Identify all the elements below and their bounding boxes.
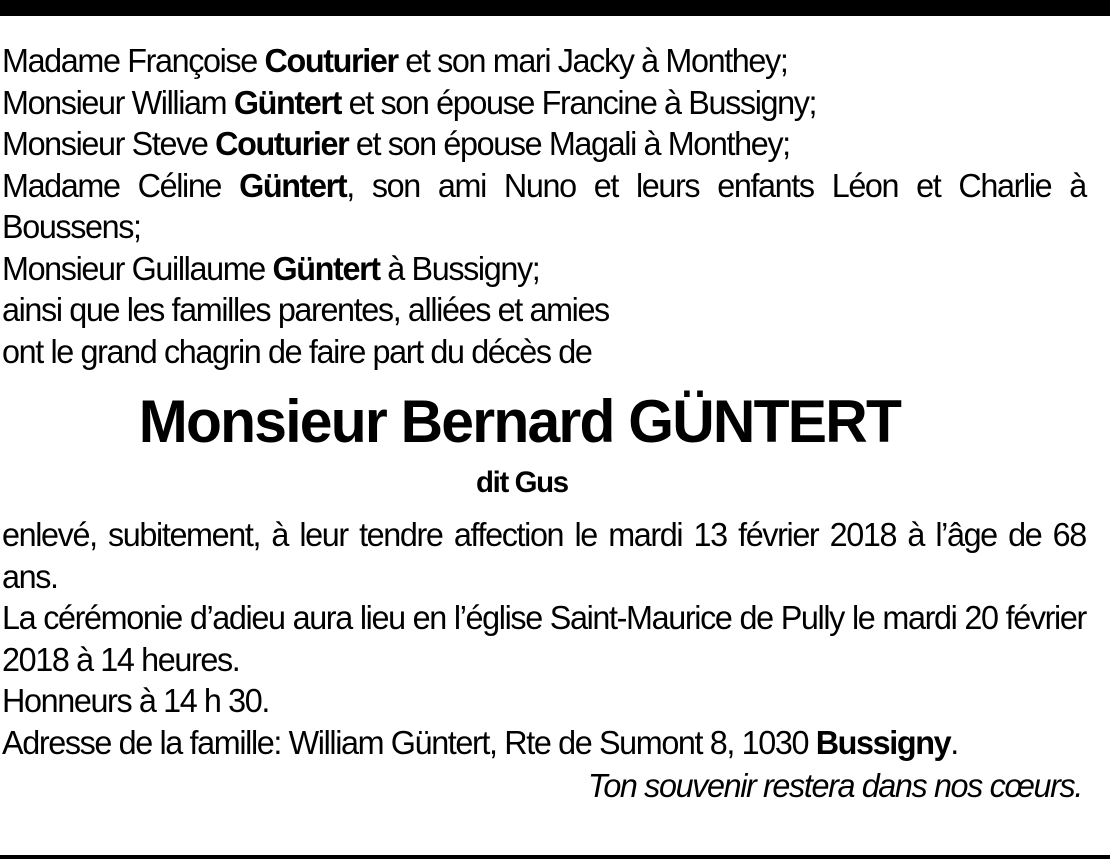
relatives-line: ainsi que les familles parentes, alliées et amies	[2, 291, 609, 328]
family-prefix: Monsieur Guillaume	[2, 249, 273, 287]
announcement-line: ont le grand chagrin de faire part du décès de	[2, 332, 592, 370]
family-line	[2, 248, 1086, 290]
family-prefix: Madame Françoise	[2, 42, 265, 79]
family-prefix: Madame Céline	[2, 166, 240, 204]
deceased-name: Monsieur Bernard GÜNTERT	[138, 388, 901, 455]
family-line	[2, 40, 1086, 82]
family-surname: Güntert	[239, 166, 347, 204]
family-line	[2, 165, 1086, 248]
honours-text: Honneurs à 14 h 30.	[2, 682, 270, 719]
family-line	[2, 82, 1086, 124]
top-rule	[0, 0, 1110, 16]
address-city: Bussigny	[815, 723, 951, 761]
bottom-rule	[0, 855, 1110, 859]
address-suffix: .	[950, 723, 958, 761]
death-text: enlevé, subitement, à leur tendre affection le mardi 13 février 2018 à l’âge de 68 ans.	[2, 516, 1086, 595]
family-surname: Couturier	[264, 42, 398, 79]
family-suffix: et son mari Jacky à Monthey;	[397, 42, 788, 79]
family-surname: Güntert	[272, 249, 380, 287]
closing-line: Ton souvenir restera dans nos cœurs.	[587, 767, 1082, 804]
deceased-nickname: dit Gus	[476, 466, 568, 499]
obituary-notice	[2, 40, 1086, 807]
address-prefix: Adresse de la famille: William Güntert, Rte de Sumont 8, 1030	[2, 723, 816, 761]
family-line	[2, 123, 1086, 165]
family-suffix: et son épouse Magali à Monthey;	[348, 125, 790, 162]
family-suffix: à Bussigny;	[379, 249, 540, 287]
family-surname: Couturier	[215, 125, 349, 162]
family-surname: Güntert	[233, 83, 342, 121]
family-address	[2, 722, 1086, 764]
family-suffix: , son ami Nuno et leurs enfants Léon et Charlie à Boussens;	[2, 166, 1086, 245]
family-prefix: Monsieur William	[2, 83, 234, 121]
family-prefix: Monsieur Steve	[2, 125, 216, 162]
family-suffix: et son épouse Francine à Bussigny;	[341, 83, 817, 121]
ceremony-text: La cérémonie d’adieu aura lieu en l’église Saint-Maurice de Pully le mardi 20 février 2018 à 14 heures.	[2, 599, 1086, 678]
